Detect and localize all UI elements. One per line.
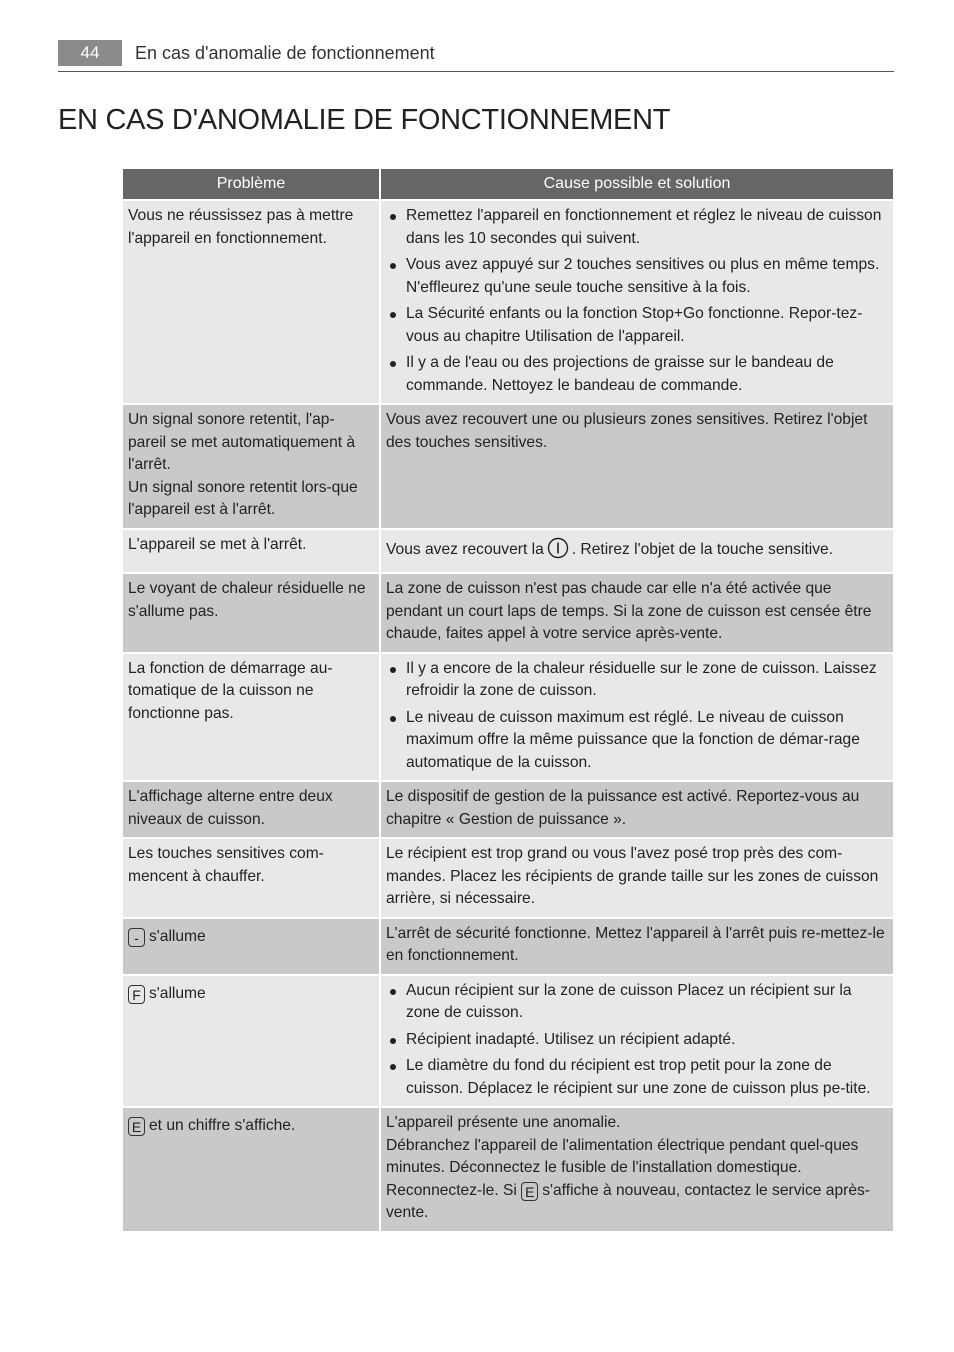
list-item: Aucun récipient sur la zone de cuisson Placez un récipient sur la zone de cuisson.: [386, 980, 885, 1025]
table-row: [123, 976, 893, 1107]
table-row: [123, 574, 893, 652]
solution-cell: Le dispositif de gestion de la puissance est activé. Reportez-vous au chapitre « Gestion de puissance ».: [381, 782, 893, 837]
list-item: Il y a de l'eau ou des projections de graisse sur le bandeau de commande. Nettoyez le bandeau de commande.: [386, 352, 885, 397]
solution-cell: [381, 1108, 893, 1231]
list-item: Récipient inadapté. Utilisez un récipient adapté.: [386, 1029, 885, 1052]
table-row: [123, 201, 893, 403]
solution-line: L'appareil présente une anomalie.: [386, 1114, 621, 1131]
problem-cell: Vous ne réussissez pas à mettre l'appareil en fonctionnement.: [123, 201, 379, 403]
table-row: [123, 919, 893, 974]
problem-cell: L'appareil se met à l'arrêt.: [123, 530, 379, 573]
display-symbol-e: E: [128, 1117, 145, 1136]
solution-text: Vous avez recouvert la: [386, 540, 544, 558]
problem-line: Un signal sonore retentit, l'ap-pareil se met automatiquement à l'arrêt.: [128, 411, 356, 473]
problem-text: et un chiffre s'affiche.: [149, 1117, 296, 1134]
list-item: La Sécurité enfants ou la fonction Stop+Go fonctionne. Repor-tez-vous au chapitre Utilisation de l'appareil.: [386, 303, 885, 348]
problem-cell: [123, 976, 379, 1107]
problem-cell: Les touches sensitives com-mencent à chauffer.: [123, 839, 379, 917]
table-row: [123, 530, 893, 573]
solution-cell: La zone de cuisson n'est pas chaude car elle n'a été activée que pendant un court laps de temps. Si la zone de cuisson est censée être chaude, faites appel à votre service après-vente.: [381, 574, 893, 652]
display-symbol-dash: -: [128, 928, 145, 947]
page-header: [58, 40, 894, 72]
solution-line: [386, 1135, 885, 1225]
problem-cell: L'affichage alterne entre deux niveaux de cuisson.: [123, 782, 379, 837]
power-icon: [547, 537, 569, 567]
page-title: EN CAS D'ANOMALIE DE FONCTIONNEMENT: [58, 104, 671, 136]
solution-cell: L'arrêt de sécurité fonctionne. Mettez l'appareil à l'arrêt puis re-mettez-le en fonctionnement.: [381, 919, 893, 974]
problem-text: s'allume: [149, 984, 206, 1002]
problem-line: Un signal sonore retentit lors-que l'appareil est à l'arrêt.: [128, 478, 358, 518]
list-item: Il y a encore de la chaleur résiduelle sur le zone de cuisson. Laissez refroidir la zone de cuisson.: [386, 658, 885, 703]
solution-list: [386, 980, 885, 1101]
solution-text: Débranchez l'appareil de l'alimentation électrique pendant quel-ques minutes. Déconnectez le fusible de l'installation domestique. Reconnectez-le. Si: [386, 1136, 859, 1199]
problem-cell: La fonction de démarrage au-tomatique de la cuisson ne fonctionne pas.: [123, 654, 379, 781]
column-header-solution: Cause possible et solution: [381, 169, 893, 199]
table-row: [123, 405, 893, 528]
solution-cell: [381, 976, 893, 1107]
solution-cell: Vous avez recouvert une ou plusieurs zones sensitives. Retirez l'objet des touches sensitives.: [381, 405, 893, 528]
problem-cell: Le voyant de chaleur résiduelle ne s'allume pas.: [123, 574, 379, 652]
page-number: 44: [58, 40, 122, 66]
solution-cell: [381, 201, 893, 403]
column-header-problem: Problème: [123, 169, 379, 199]
solution-text: . Retirez l'objet de la touche sensitive.: [571, 540, 834, 558]
problem-text: s'allume: [149, 927, 206, 945]
solution-cell: [381, 654, 893, 781]
problem-cell: [123, 1108, 379, 1231]
troubleshooting-table: [121, 167, 895, 1233]
solution-cell: [381, 530, 893, 573]
solution-cell: Le récipient est trop grand ou vous l'avez posé trop près des com-mandes. Placez les récipients de grande taille sur les zones de cuisson arrière, si nécessaire.: [381, 839, 893, 917]
problem-cell: [123, 919, 379, 974]
list-item: Vous avez appuyé sur 2 touches sensitives ou plus en même temps. N'effleurez qu'une seule touche sensitive à la fois.: [386, 254, 885, 299]
list-item: Le diamètre du fond du récipient est trop petit pour la zone de cuisson. Déplacez le récipient sur une zone de cuisson plus pe-tite.: [386, 1055, 885, 1100]
table-header-row: [123, 169, 893, 199]
list-item: Le niveau de cuisson maximum est réglé. Le niveau de cuisson maximum offre la même puissance que la fonction de démar-rage automatique de la cuisson.: [386, 707, 885, 775]
solution-list: [386, 205, 885, 397]
table-row: [123, 1108, 893, 1231]
problem-cell: [123, 405, 379, 528]
display-symbol-f: F: [128, 985, 145, 1004]
display-symbol-e: E: [521, 1182, 538, 1201]
table-row: [123, 782, 893, 837]
solution-list: [386, 658, 885, 775]
header-section-title: En cas d'anomalie de fonctionnement: [135, 43, 435, 63]
solution-text: s'affiche à nouveau, contactez le service après-vente.: [386, 1181, 870, 1221]
table-row: [123, 654, 893, 781]
table-row: [123, 839, 893, 917]
list-item: Remettez l'appareil en fonctionnement et réglez le niveau de cuisson dans les 10 secondes qui suivent.: [386, 205, 885, 250]
